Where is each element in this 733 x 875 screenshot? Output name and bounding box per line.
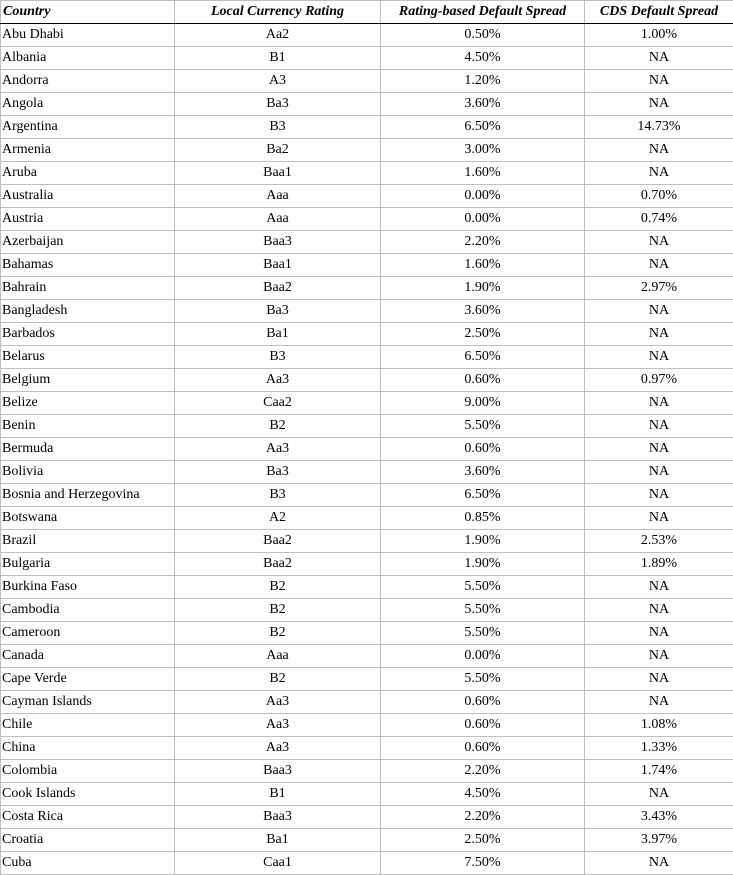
- country-cell: Cayman Islands: [1, 691, 175, 714]
- country-cell: Austria: [1, 208, 175, 231]
- cds-cell: NA: [585, 645, 733, 668]
- country-cell: China: [1, 737, 175, 760]
- table-row: [1, 668, 733, 691]
- country-cell: Armenia: [1, 139, 175, 162]
- spread-cell: 1.60%: [381, 254, 585, 277]
- spread-cell: 7.50%: [381, 852, 585, 875]
- country-cell: Canada: [1, 645, 175, 668]
- spread-cell: 0.50%: [381, 24, 585, 47]
- country-cell: Burkina Faso: [1, 576, 175, 599]
- table-row: [1, 277, 733, 300]
- spread-cell: 0.60%: [381, 438, 585, 461]
- table-row: [1, 461, 733, 484]
- table-row: [1, 208, 733, 231]
- rating-cell: Baa3: [175, 806, 381, 829]
- cds-cell: 3.97%: [585, 829, 733, 852]
- rating-cell: B2: [175, 415, 381, 438]
- table-row: [1, 645, 733, 668]
- rating-cell: Ba3: [175, 300, 381, 323]
- country-cell: Chile: [1, 714, 175, 737]
- rating-cell: Ba1: [175, 323, 381, 346]
- cds-cell: 0.97%: [585, 369, 733, 392]
- rating-cell: Baa2: [175, 530, 381, 553]
- spread-cell: 9.00%: [381, 392, 585, 415]
- table-row: [1, 300, 733, 323]
- country-cell: Argentina: [1, 116, 175, 139]
- table-row: [1, 622, 733, 645]
- country-cell: Bulgaria: [1, 553, 175, 576]
- country-cell: Bahrain: [1, 277, 175, 300]
- country-cell: Bolivia: [1, 461, 175, 484]
- table-row: [1, 415, 733, 438]
- table-row: [1, 783, 733, 806]
- spread-cell: 5.50%: [381, 668, 585, 691]
- country-cell: Bangladesh: [1, 300, 175, 323]
- rating-cell: Ba2: [175, 139, 381, 162]
- rating-cell: B2: [175, 622, 381, 645]
- rating-cell: Aa3: [175, 691, 381, 714]
- spread-cell: 5.50%: [381, 576, 585, 599]
- table-row: [1, 70, 733, 93]
- cds-cell: NA: [585, 323, 733, 346]
- rating-cell: Aaa: [175, 185, 381, 208]
- spread-cell: 1.90%: [381, 277, 585, 300]
- rating-cell: Ba3: [175, 461, 381, 484]
- country-cell: Aruba: [1, 162, 175, 185]
- cds-cell: NA: [585, 783, 733, 806]
- cds-cell: 1.33%: [585, 737, 733, 760]
- rating-cell: B1: [175, 783, 381, 806]
- rating-cell: Baa2: [175, 277, 381, 300]
- country-cell: Bermuda: [1, 438, 175, 461]
- rating-cell: B1: [175, 47, 381, 70]
- table-row: [1, 93, 733, 116]
- cds-cell: NA: [585, 461, 733, 484]
- country-cell: Andorra: [1, 70, 175, 93]
- country-cell: Benin: [1, 415, 175, 438]
- table-row: [1, 691, 733, 714]
- country-cell: Cook Islands: [1, 783, 175, 806]
- rating-cell: B2: [175, 668, 381, 691]
- spread-cell: 2.50%: [381, 323, 585, 346]
- country-cell: Belize: [1, 392, 175, 415]
- table-row: [1, 47, 733, 70]
- spread-cell: 2.20%: [381, 760, 585, 783]
- rating-cell: Aaa: [175, 645, 381, 668]
- spread-cell: 0.00%: [381, 645, 585, 668]
- cds-cell: 0.70%: [585, 185, 733, 208]
- cds-cell: NA: [585, 300, 733, 323]
- header-spread: Rating-based Default Spread: [381, 1, 585, 24]
- table-row: [1, 346, 733, 369]
- cds-cell: NA: [585, 484, 733, 507]
- table-row: [1, 737, 733, 760]
- table-row: [1, 852, 733, 875]
- rating-cell: B3: [175, 484, 381, 507]
- rating-cell: Caa1: [175, 852, 381, 875]
- spread-cell: 3.00%: [381, 139, 585, 162]
- spread-cell: 2.20%: [381, 231, 585, 254]
- table-row: [1, 369, 733, 392]
- spread-cell: 0.85%: [381, 507, 585, 530]
- spread-cell: 0.60%: [381, 691, 585, 714]
- rating-cell: B2: [175, 576, 381, 599]
- table-row: [1, 24, 733, 47]
- table-row: [1, 162, 733, 185]
- country-cell: Australia: [1, 185, 175, 208]
- spread-cell: 3.60%: [381, 461, 585, 484]
- rating-cell: B2: [175, 599, 381, 622]
- table-row: [1, 507, 733, 530]
- spread-cell: 4.50%: [381, 783, 585, 806]
- rating-cell: B3: [175, 116, 381, 139]
- country-cell: Albania: [1, 47, 175, 70]
- header-rating: Local Currency Rating: [175, 1, 381, 24]
- cds-cell: 0.74%: [585, 208, 733, 231]
- rating-cell: Ba3: [175, 93, 381, 116]
- country-cell: Cambodia: [1, 599, 175, 622]
- spread-cell: 3.60%: [381, 93, 585, 116]
- header-row: [1, 1, 733, 24]
- table-row: [1, 530, 733, 553]
- spread-cell: 5.50%: [381, 599, 585, 622]
- spread-cell: 5.50%: [381, 622, 585, 645]
- header-country: Country: [1, 1, 175, 24]
- cds-cell: NA: [585, 70, 733, 93]
- table-body: [1, 24, 733, 875]
- spread-cell: 6.50%: [381, 116, 585, 139]
- country-cell: Croatia: [1, 829, 175, 852]
- spread-cell: 2.50%: [381, 829, 585, 852]
- cds-cell: 1.89%: [585, 553, 733, 576]
- cds-cell: NA: [585, 162, 733, 185]
- table-row: [1, 806, 733, 829]
- cds-cell: 2.53%: [585, 530, 733, 553]
- rating-cell: Caa2: [175, 392, 381, 415]
- cds-cell: NA: [585, 852, 733, 875]
- rating-cell: Baa2: [175, 553, 381, 576]
- table-row: [1, 116, 733, 139]
- rating-cell: Baa3: [175, 231, 381, 254]
- rating-cell: Aa3: [175, 369, 381, 392]
- rating-cell: Baa1: [175, 162, 381, 185]
- country-cell: Abu Dhabi: [1, 24, 175, 47]
- spread-cell: 1.90%: [381, 530, 585, 553]
- header-cds: CDS Default Spread: [585, 1, 733, 24]
- spread-cell: 0.60%: [381, 369, 585, 392]
- country-cell: Brazil: [1, 530, 175, 553]
- spread-cell: 2.20%: [381, 806, 585, 829]
- cds-cell: NA: [585, 139, 733, 162]
- table-row: [1, 829, 733, 852]
- cds-cell: 1.00%: [585, 24, 733, 47]
- cds-cell: NA: [585, 622, 733, 645]
- cds-cell: 2.97%: [585, 277, 733, 300]
- spread-cell: 1.20%: [381, 70, 585, 93]
- spread-cell: 4.50%: [381, 47, 585, 70]
- country-cell: Azerbaijan: [1, 231, 175, 254]
- country-cell: Barbados: [1, 323, 175, 346]
- table-row: [1, 576, 733, 599]
- rating-cell: Aa3: [175, 737, 381, 760]
- table-row: [1, 599, 733, 622]
- table-row: [1, 553, 733, 576]
- country-cell: Botswana: [1, 507, 175, 530]
- spread-cell: 1.90%: [381, 553, 585, 576]
- cds-cell: 1.74%: [585, 760, 733, 783]
- spread-cell: 5.50%: [381, 415, 585, 438]
- table-row: [1, 185, 733, 208]
- cds-cell: 1.08%: [585, 714, 733, 737]
- cds-cell: NA: [585, 93, 733, 116]
- spread-cell: 0.60%: [381, 714, 585, 737]
- country-cell: Belarus: [1, 346, 175, 369]
- spread-cell: 6.50%: [381, 484, 585, 507]
- cds-cell: NA: [585, 254, 733, 277]
- spread-cell: 0.60%: [381, 737, 585, 760]
- country-cell: Costa Rica: [1, 806, 175, 829]
- rating-cell: B3: [175, 346, 381, 369]
- rating-cell: Aa2: [175, 24, 381, 47]
- spread-cell: 1.60%: [381, 162, 585, 185]
- spread-cell: 6.50%: [381, 346, 585, 369]
- cds-cell: NA: [585, 415, 733, 438]
- cds-cell: NA: [585, 507, 733, 530]
- cds-cell: NA: [585, 668, 733, 691]
- country-cell: Cameroon: [1, 622, 175, 645]
- cds-cell: NA: [585, 576, 733, 599]
- table-row: [1, 323, 733, 346]
- country-cell: Colombia: [1, 760, 175, 783]
- cds-cell: NA: [585, 438, 733, 461]
- country-cell: Cuba: [1, 852, 175, 875]
- rating-cell: A2: [175, 507, 381, 530]
- spread-cell: 0.00%: [381, 208, 585, 231]
- rating-cell: Baa3: [175, 760, 381, 783]
- table-row: [1, 760, 733, 783]
- rating-cell: A3: [175, 70, 381, 93]
- country-cell: Belgium: [1, 369, 175, 392]
- cds-cell: NA: [585, 691, 733, 714]
- country-cell: Bosnia and Herzegovina: [1, 484, 175, 507]
- rating-cell: Baa1: [175, 254, 381, 277]
- cds-cell: 3.43%: [585, 806, 733, 829]
- cds-cell: NA: [585, 231, 733, 254]
- cds-cell: 14.73%: [585, 116, 733, 139]
- cds-cell: NA: [585, 346, 733, 369]
- cds-cell: NA: [585, 47, 733, 70]
- spread-cell: 0.00%: [381, 185, 585, 208]
- table-row: [1, 231, 733, 254]
- cds-cell: NA: [585, 599, 733, 622]
- cds-cell: NA: [585, 392, 733, 415]
- rating-cell: Aa3: [175, 714, 381, 737]
- rating-cell: Aa3: [175, 438, 381, 461]
- table-row: [1, 254, 733, 277]
- table-row: [1, 438, 733, 461]
- table-row: [1, 392, 733, 415]
- spread-cell: 3.60%: [381, 300, 585, 323]
- country-cell: Cape Verde: [1, 668, 175, 691]
- country-cell: Bahamas: [1, 254, 175, 277]
- rating-cell: Ba1: [175, 829, 381, 852]
- table-row: [1, 139, 733, 162]
- rating-cell: Aaa: [175, 208, 381, 231]
- table-row: [1, 484, 733, 507]
- table-row: [1, 714, 733, 737]
- country-cell: Angola: [1, 93, 175, 116]
